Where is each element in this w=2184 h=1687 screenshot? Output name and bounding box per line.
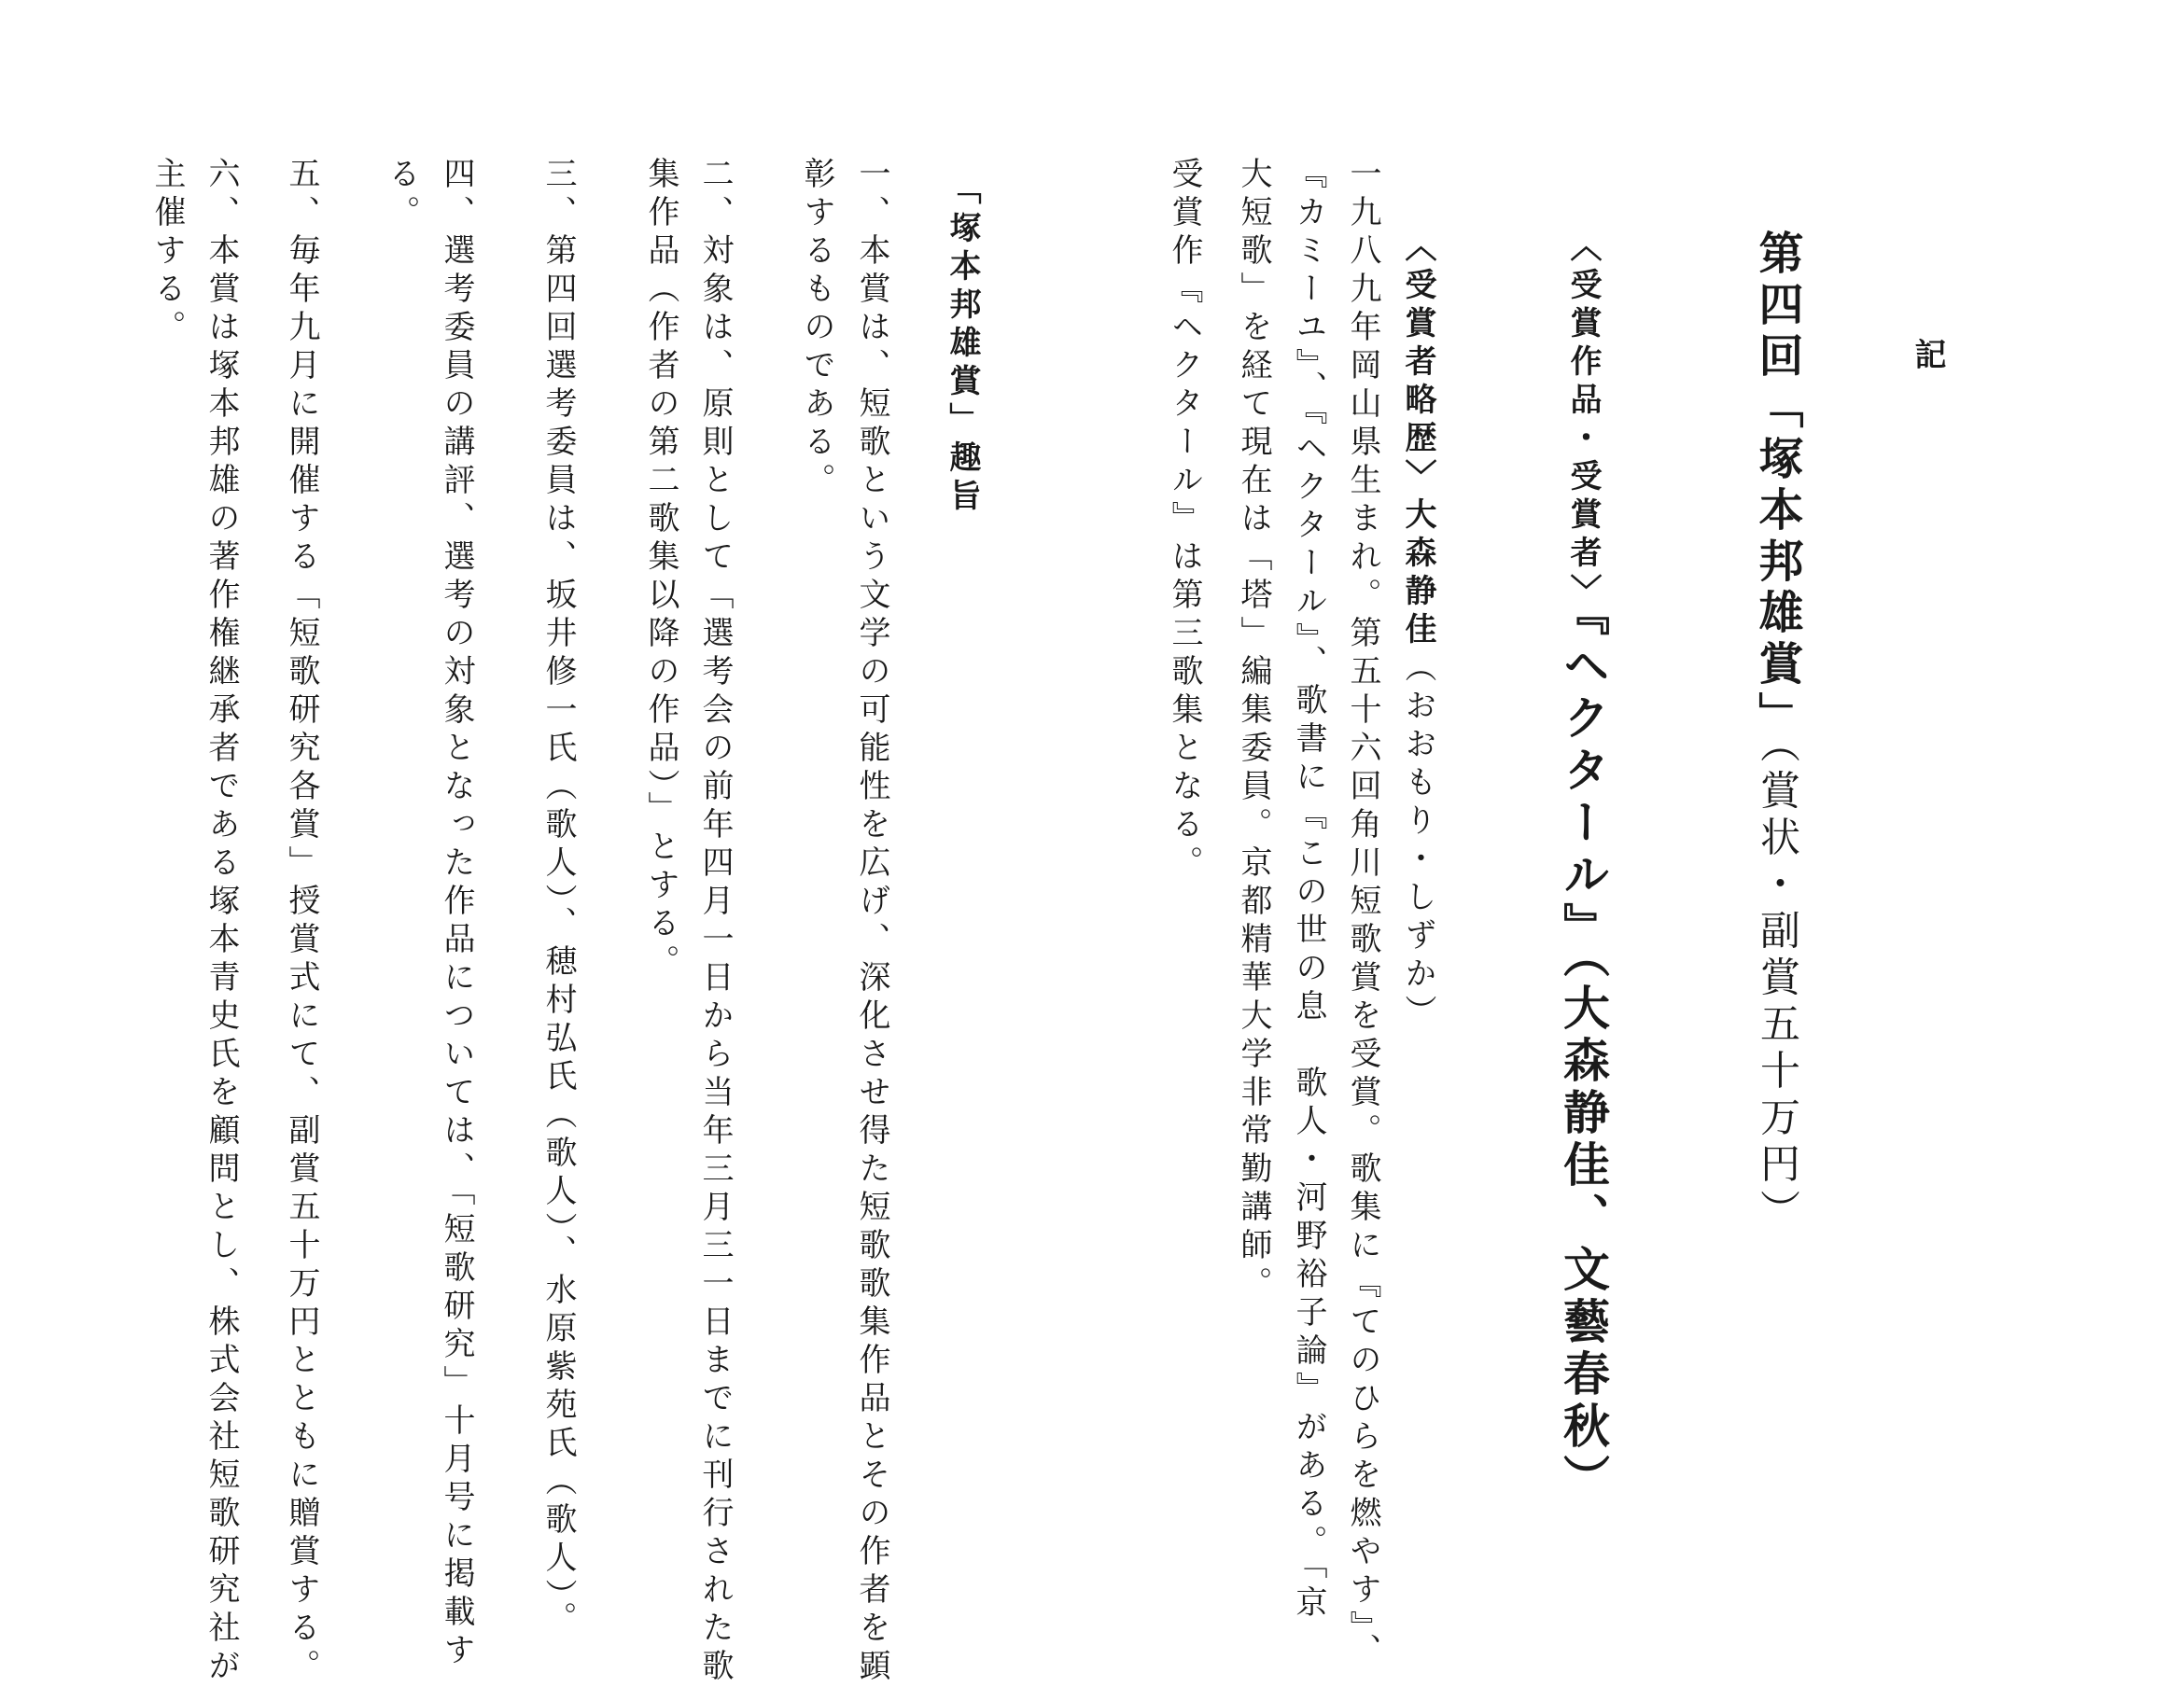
winner-line [1556,230,1611,1506]
purpose-item-4-line-1: 四、選考委員の講評、選考の対象となった作品については、「短歌研究」十月号に掲載す [438,157,475,1671]
winner-work: 『ヘクタール』（大森静佳、文藝春秋） [1556,612,1611,1506]
purpose-item-4-line-2: る。 [383,157,420,233]
purpose-item-2-line-2: 集作品（作者の第二歌集以降の作品）」とする。 [642,157,679,983]
purpose-item-6-line-1: 六、本賞は塚本邦雄の著作権継承者である塚本青史氏を顧問とし、株式会社短歌研究社が [203,157,240,1687]
award-title [1751,230,1803,1236]
profile-line-3: 大短歌」を経て現在は「塔」編集委員。京都精華大学非常勤講師。 [1235,157,1272,1304]
profile-reading: （おおもり・しずか） [1399,650,1436,1033]
purpose-item-1-line-2: 彰するものである。 [798,157,835,501]
purpose-item-5-line-1: 五、毎年九月に開催する「短歌研究各賞」授賞式にて、副賞五十万円とともに贈賞する。 [283,157,320,1687]
purpose-item-6-line-2: 主催する。 [148,157,186,348]
profile-line-4: 受賞作『ヘクタール』は第三歌集となる。 [1166,157,1203,884]
profile-label: 〈受賞者略歴〉 [1399,230,1436,497]
ki-mark: 記 [1909,338,1946,376]
purpose-item-2-line-1: 二、対象は、原則として「選考会の前年四月一日から当年三月三一日までに刊行された歌 [696,157,734,1687]
award-prize: （賞状・副賞五十万円） [1754,743,1800,1236]
profile-line-1: 一九八九年岡山県生まれ。第五十六回角川短歌賞を受賞。歌集に『てのひらを燃やす』、 [1344,157,1381,1671]
winner-label: 〈受賞作品・受賞者〉 [1564,230,1602,612]
profile-name: 大森静佳 [1399,497,1436,650]
purpose-heading: 「塚本邦雄賞」趣旨 [944,173,981,517]
profile-line-0 [1399,230,1436,1033]
award-title-main: 第四回「塚本邦雄賞」 [1751,230,1803,743]
purpose-item-3-line-1: 三、第四回選考委員は、坂井修一氏（歌人）、穂村弘氏（歌人）、水原紫苑氏（歌人）。 [539,157,577,1639]
purpose-item-1-line-1: 一、本賞は、短歌という文学の可能性を広げ、深化させ得た短歌歌集作品とその作者を顕 [853,157,890,1687]
profile-line-2: 『カミーユ』、『ヘクタール』、歌書に『この世の息 歌人・河野裕子論』がある。「京 [1290,157,1327,1624]
